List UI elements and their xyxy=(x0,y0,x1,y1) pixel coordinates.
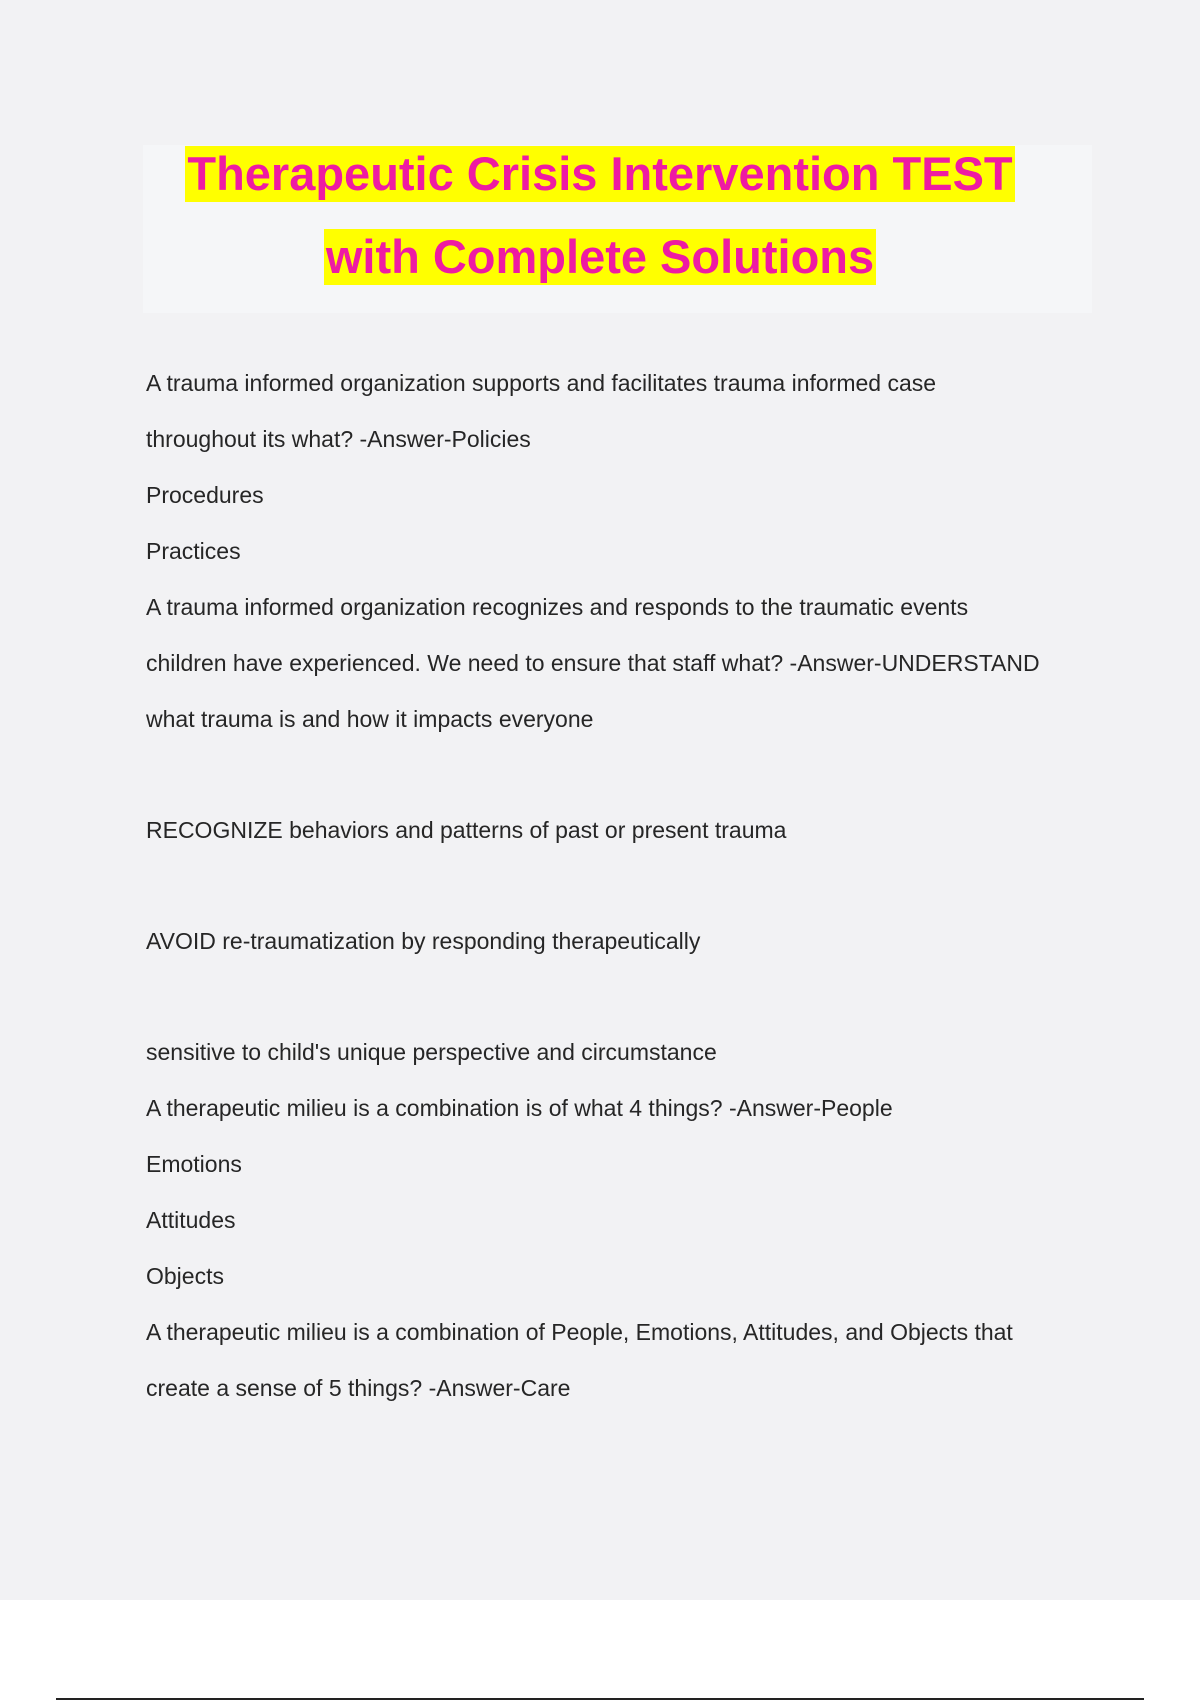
blank-line xyxy=(146,969,1106,1024)
title-row-1 xyxy=(0,146,1200,202)
body-line: Attitudes xyxy=(146,1207,236,1233)
blank-line xyxy=(146,747,1106,802)
body-line: throughout its what? -Answer-Policies xyxy=(146,426,531,452)
title-row-2 xyxy=(0,229,1200,285)
body-line: AVOID re-traumatization by responding therapeutically xyxy=(146,928,701,954)
body-line: Procedures xyxy=(146,482,264,508)
body-line: A therapeutic milieu is a combination is of what 4 things? -Answer-People xyxy=(146,1095,893,1121)
page-title-line-1: Therapeutic Crisis Intervention TEST xyxy=(187,147,1013,200)
body-line: RECOGNIZE behaviors and patterns of past or present trauma xyxy=(146,817,787,843)
body-line: what trauma is and how it impacts everyone xyxy=(146,706,594,732)
body-line: create a sense of 5 things? -Answer-Care xyxy=(146,1375,571,1401)
body-line: A therapeutic milieu is a combination of People, Emotions, Attitudes, and Objects that xyxy=(146,1319,1013,1345)
body-line: sensitive to child's unique perspective and circumstance xyxy=(146,1039,717,1065)
body-line: A trauma informed organization recognizes and responds to the traumatic events xyxy=(146,594,969,620)
body-line: Practices xyxy=(146,538,241,564)
body-line: Emotions xyxy=(146,1151,242,1177)
body-line: Objects xyxy=(146,1263,224,1289)
body-line: children have experienced. We need to ensure that staff what? -Answer-UNDERSTAND xyxy=(146,650,1040,676)
blank-line xyxy=(146,858,1106,913)
body-line: A trauma informed organization supports and facilitates trauma informed case xyxy=(146,370,937,396)
page-title-line-2: with Complete Solutions xyxy=(325,230,875,283)
document-body xyxy=(146,355,1106,1416)
